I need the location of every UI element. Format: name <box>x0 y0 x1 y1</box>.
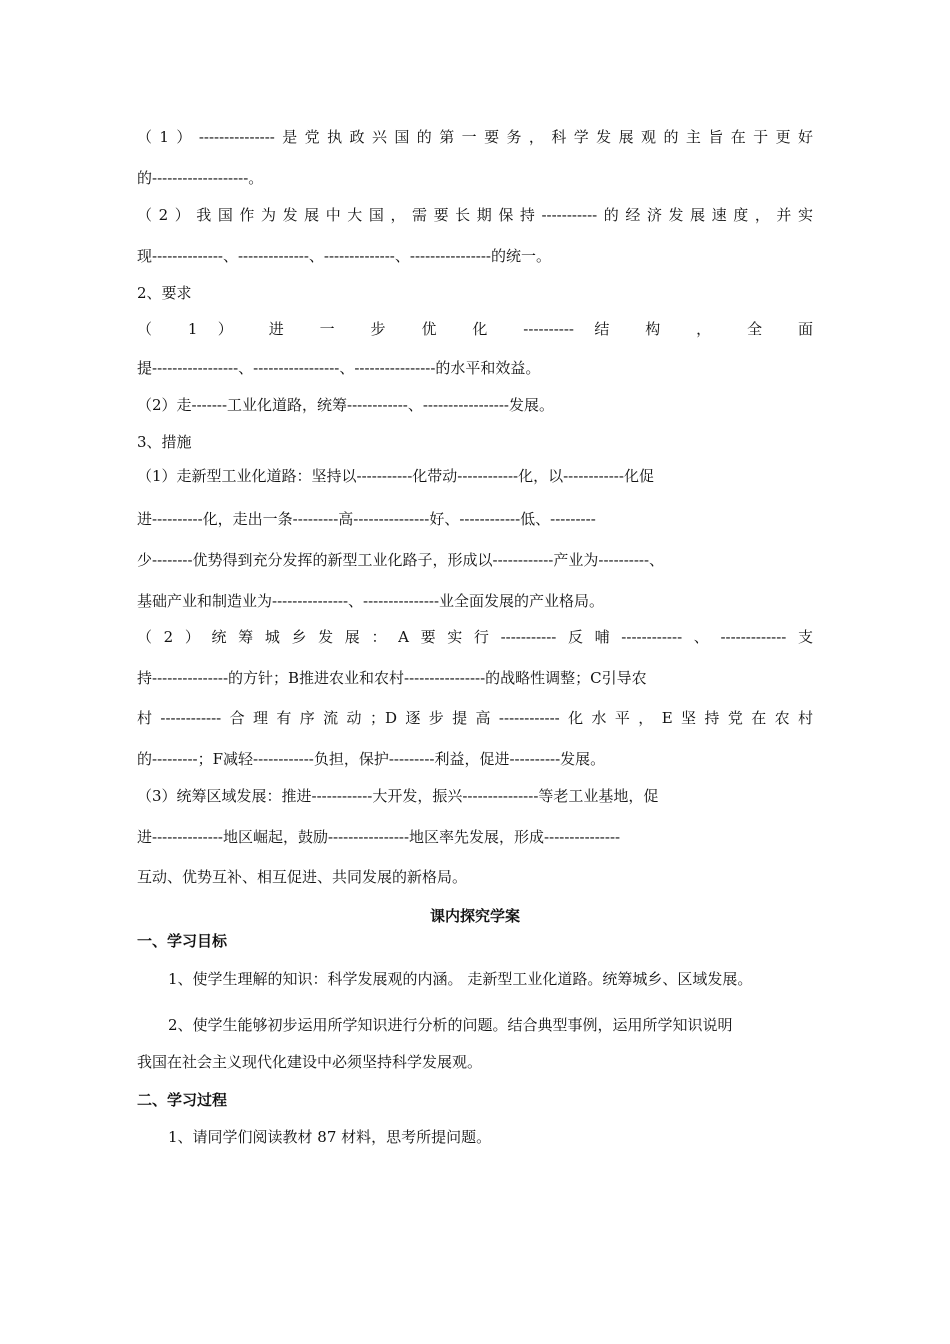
line-20: 互动、优势互补、相互促进、共同发展的新格局。 <box>137 868 468 886</box>
line-13: 基础产业和制造业为---------------、---------------业全面发展的产业格局。 <box>137 592 605 610</box>
line-4: 现--------------、--------------、--------------、----------------的统一。 <box>137 247 551 265</box>
goal-2-line-2: 我国在社会主义现代化建设中必须坚持科学发展观。 <box>137 1053 483 1071</box>
line-6: （ 1 ） 进 一 步 优 化 ---------- 结 构 ， 全 面 <box>137 320 813 338</box>
process-1: 1、请同学们阅读教材 87 材料，思考所提问题。 <box>168 1128 492 1146</box>
line-12: 少--------优势得到充分发挥的新型工业化路子，形成以------------产业为----------、 <box>137 551 665 569</box>
line-18: （3）统筹区域发展：推进------------大开发，振兴---------------等老工业基地，促 <box>137 787 659 805</box>
line-16: 村------------合理有序流动；D逐步提高------------化水平，E坚持党在农村 <box>137 709 813 727</box>
line-3: （2）我国作为发展中大国，需要长期保持-----------的经济发展速度，并实 <box>137 206 813 224</box>
goal-2-line-1: 2、使学生能够初步运用所学知识进行分析的问题。结合典型事例，运用所学知识说明 <box>168 1016 733 1034</box>
line-19: 进--------------地区崛起，鼓励----------------地区率先发展，形成--------------- <box>137 828 621 846</box>
line-14: （2）统筹城乡发展：A要实行-----------反哺------------、-------------支 <box>137 628 813 646</box>
heading-learning-process: 二、学习过程 <box>137 1091 228 1109</box>
heading-measures: 3、措施 <box>137 433 192 451</box>
section-title: 课内探究学案 <box>429 907 520 925</box>
line-17: 的---------；F减轻------------负担，保护---------利益，促进----------发展。 <box>137 750 606 768</box>
line-7: 提-----------------、-----------------、----------------的水平和效益。 <box>137 359 541 377</box>
line-15: 持---------------的方针；B推进农业和农村----------------的战略性调整；C引导农 <box>137 669 647 687</box>
line-2: 的-------------------。 <box>137 169 264 187</box>
line-8: （2）走-------工业化道路，统筹------------、-----------------发展。 <box>137 396 555 414</box>
line-11: 进----------化，走出一条---------高---------------好、------------低、--------- <box>137 510 596 528</box>
heading-learning-goals: 一、学习目标 <box>137 932 228 950</box>
heading-requirements: 2、要求 <box>137 284 192 302</box>
line-10: （1）走新型工业化道路：坚持以-----------化带动------------化，以------------化促 <box>137 467 654 485</box>
goal-1: 1、使学生理解的知识：科学发展观的内涵。 走新型工业化道路。统筹城乡、区域发展。 <box>168 970 753 988</box>
line-1: （1）---------------是党执政兴国的第一要务，科学发展观的主旨在于更好 <box>137 128 813 146</box>
